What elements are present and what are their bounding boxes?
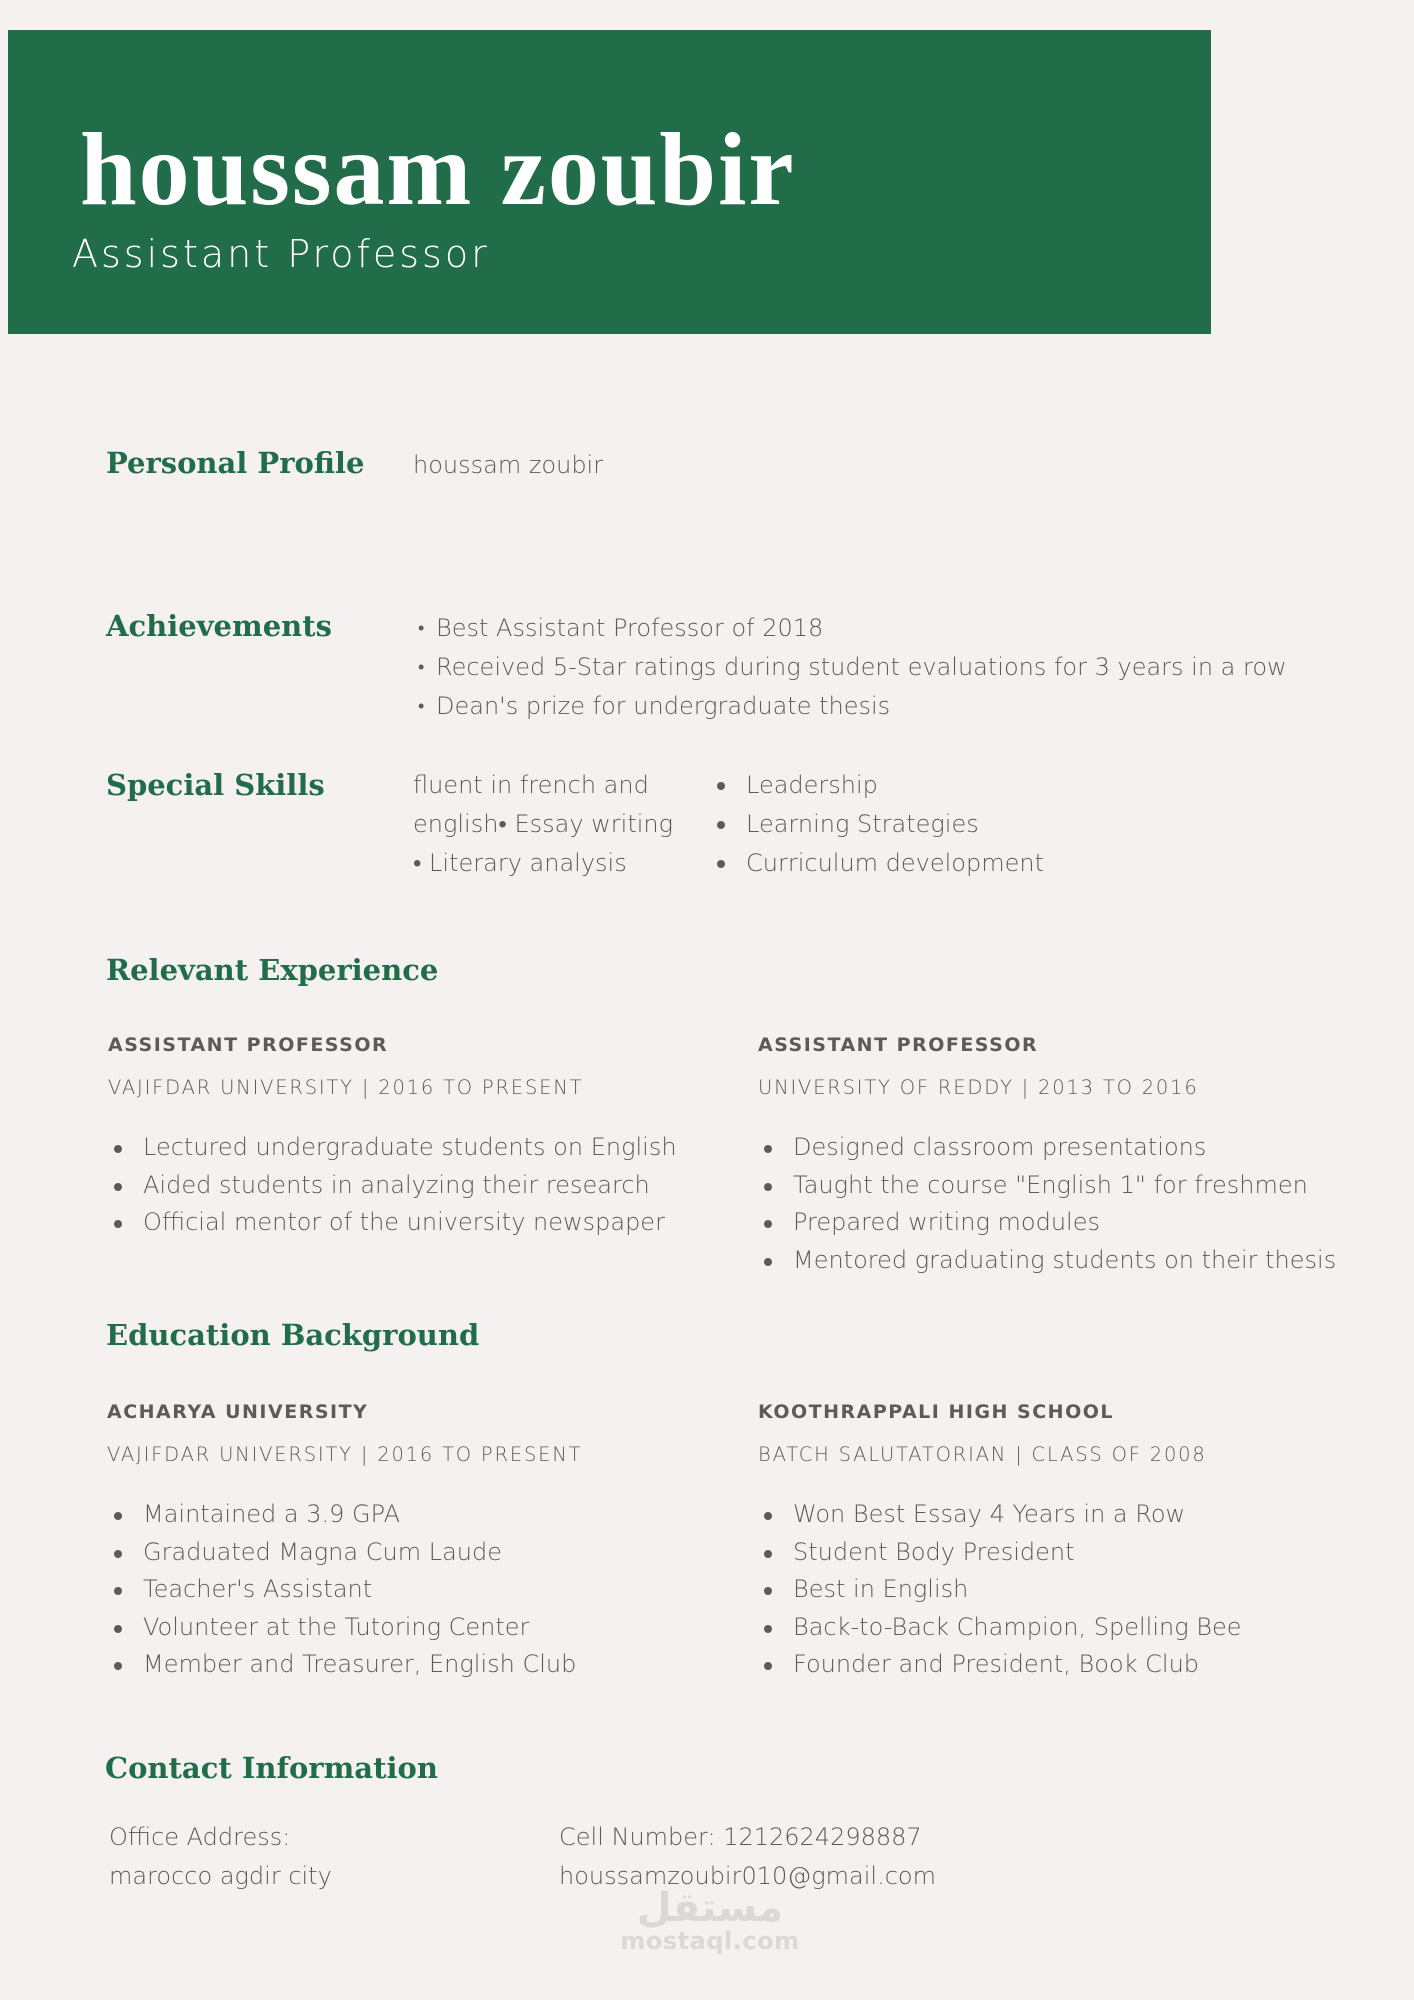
experience-bullets <box>759 1129 1336 1279</box>
achievement-item: • Received 5-Star ratings during student evaluations for 3 years in a row <box>418 648 1287 687</box>
education-bullet: Student Body President <box>759 1534 1242 1572</box>
education-bullet: Back-to-Back Champion, Spelling Bee <box>759 1609 1242 1647</box>
achievement-item: • Dean's prize for undergraduate thesis <box>418 687 1287 726</box>
section-heading-education-background: Education Background <box>106 1318 480 1352</box>
section-heading-personal-profile: Personal Profile <box>106 446 365 480</box>
email-address[interactable]: houssamzoubir010@gmail.com <box>559 1862 936 1890</box>
skills-column-1-extra: • Literary analysis <box>413 849 627 877</box>
experience-bullet: Official mentor of the university newspaper <box>109 1204 677 1242</box>
watermark-arabic-text: مستقل <box>636 1885 784 1931</box>
education-bullet: Won Best Essay 4 Years in a Row <box>759 1496 1242 1534</box>
education-bullet: Member and Treasurer, English Club <box>109 1646 576 1684</box>
cell-number: Cell Number: 1212624298887 <box>559 1823 922 1851</box>
experience-bullet: Designed classroom presentations <box>759 1129 1336 1167</box>
skills-column-1 <box>413 766 683 883</box>
education-bullet: Volunteer at the Tutoring Center <box>109 1609 576 1647</box>
education-bullet: Best in English <box>759 1571 1242 1609</box>
header-banner <box>8 30 1211 334</box>
personal-profile-text: houssam zoubir <box>413 451 604 479</box>
education-school: ACHARYA UNIVERSITY <box>107 1401 369 1423</box>
education-meta: BATCH SALUTATORIAN | CLASS OF 2008 <box>758 1443 1207 1466</box>
experience-bullet: Mentored graduating students on their thesis <box>759 1242 1336 1280</box>
education-school: KOOTHRAPPALI HIGH SCHOOL <box>758 1401 1114 1423</box>
skill-item: Curriculum development <box>712 844 1044 883</box>
candidate-title: Assistant Professor <box>72 232 490 276</box>
section-heading-achievements: Achievements <box>106 609 332 643</box>
experience-bullet: Taught the course "English 1" for freshmen <box>759 1167 1336 1205</box>
section-heading-relevant-experience: Relevant Experience <box>106 953 439 987</box>
education-bullet: Founder and President, Book Club <box>759 1646 1242 1684</box>
candidate-name: houssam zoubir <box>80 112 796 227</box>
experience-meta: VAJIFDAR UNIVERSITY | 2016 TO PRESENT <box>108 1076 584 1099</box>
education-bullets <box>759 1496 1242 1684</box>
experience-bullets <box>109 1129 677 1242</box>
achievement-item: • Best Assistant Professor of 2018 <box>418 609 1287 648</box>
education-bullet: Graduated Magna Cum Laude <box>109 1534 576 1572</box>
skill-item: Leadership <box>712 766 1044 805</box>
skill-item: Learning Strategies <box>712 805 1044 844</box>
experience-role: ASSISTANT PROFESSOR <box>758 1034 1039 1056</box>
skills-column-2 <box>712 766 1044 883</box>
watermark-latin-text: mostaql.com <box>620 1927 800 1955</box>
office-address-block <box>109 1818 332 1896</box>
experience-bullet: Aided students in analyzing their research <box>109 1167 677 1205</box>
office-address-value: marocco agdir city <box>109 1862 332 1890</box>
experience-bullet: Prepared writing modules <box>759 1204 1336 1242</box>
section-heading-special-skills: Special Skills <box>106 768 325 802</box>
experience-bullet: Lectured undergraduate students on English <box>109 1129 677 1167</box>
watermark <box>620 1885 800 1955</box>
education-bullet: Teacher's Assistant <box>109 1571 576 1609</box>
education-bullets <box>109 1496 576 1684</box>
education-meta: VAJIFDAR UNIVERSITY | 2016 TO PRESENT <box>107 1443 583 1466</box>
education-bullet: Maintained a 3.9 GPA <box>109 1496 576 1534</box>
experience-meta: UNIVERSITY OF REDDY | 2013 TO 2016 <box>758 1076 1199 1099</box>
experience-role: ASSISTANT PROFESSOR <box>108 1034 389 1056</box>
office-address-label: Office Address: <box>109 1823 291 1851</box>
section-heading-contact-information: Contact Information <box>105 1751 438 1785</box>
achievements-list <box>418 609 1287 726</box>
skills-column-1-text: fluent in french and english• Essay writing <box>413 771 674 838</box>
